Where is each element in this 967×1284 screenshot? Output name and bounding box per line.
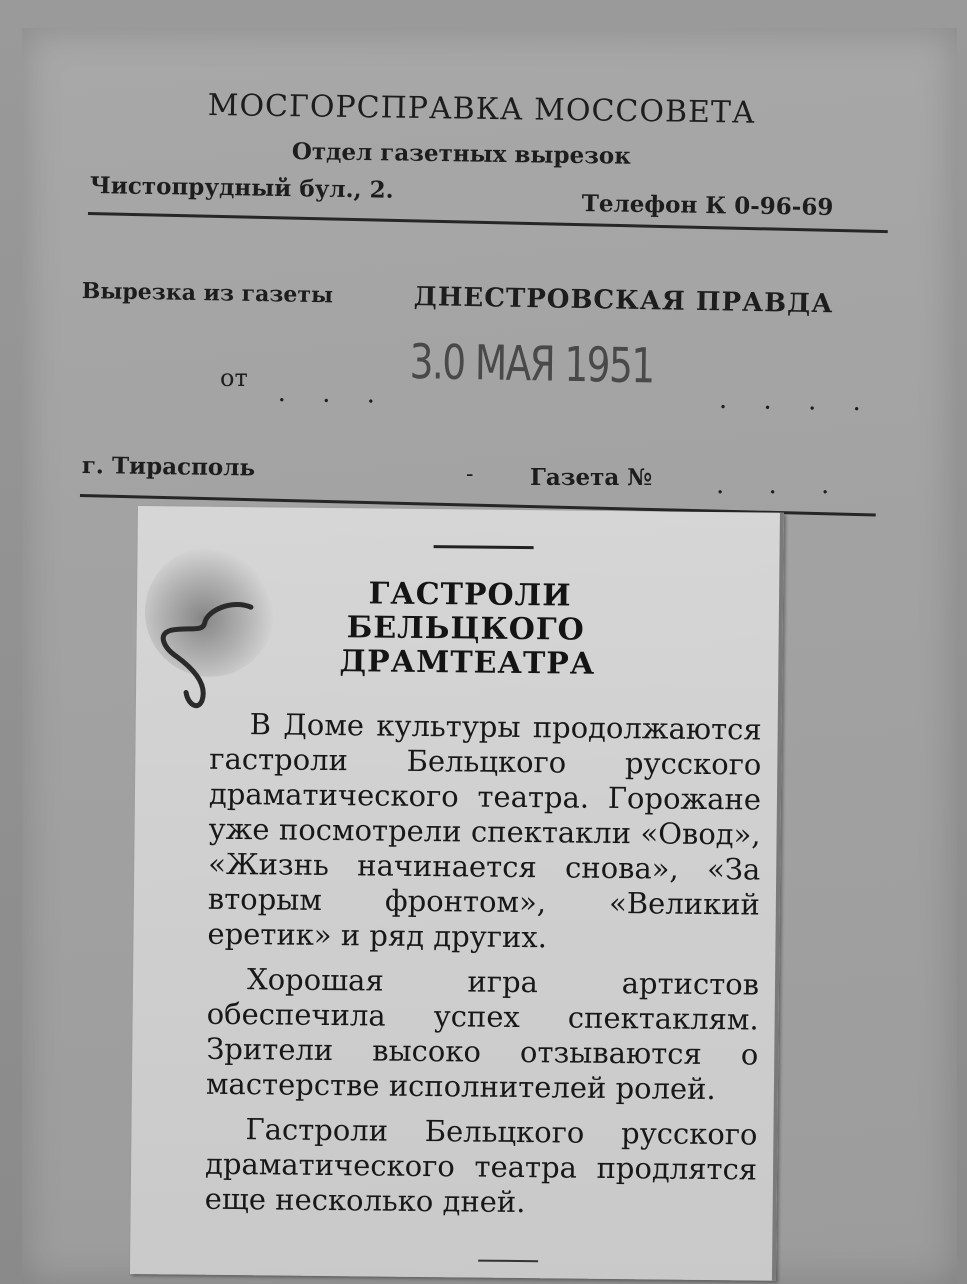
newspaper-clipping bbox=[130, 506, 784, 1281]
date-dots-left: . . . bbox=[277, 378, 390, 410]
paper-number-dots: . . . bbox=[716, 470, 848, 500]
headline-line-1: ГАСТРОЛИ bbox=[368, 576, 572, 614]
date-stamp: 3.0 МАЯ 1951 bbox=[409, 334, 654, 395]
headline-line-2: БЕЛЬЦКОГО bbox=[346, 610, 585, 648]
paper-number-label: Газета № bbox=[530, 464, 653, 491]
article-paragraph-3: Гастроли Бельцкого русского драматического театра продлятся еще несколько дней. bbox=[204, 1112, 758, 1220]
top-rule bbox=[434, 545, 534, 549]
separator-mark: - bbox=[466, 462, 474, 487]
article-paragraph-1: В Доме культуры продолжаются гастроли Бельцкого русского драматического театра. Горожане уже посмотрели спектакли «Овод», «Жизнь начинается снова», «За вторым фронтом», «Великий еретик» и ряд других. bbox=[207, 707, 762, 955]
department-name: Отдел газетных вырезок bbox=[291, 138, 631, 170]
article-paragraph-2: Хорошая игра артистов обеспечила успех спектаклям. Зрители высоко отзываются о мастерстве исполнителей ролей. bbox=[205, 962, 760, 1107]
address: Чистопрудный бул., 2. bbox=[89, 172, 394, 204]
headline-line-3: ДРАМТЕАТРА bbox=[339, 644, 596, 682]
bottom-rule bbox=[478, 1260, 538, 1263]
city-name: г. Тирасполь bbox=[81, 452, 256, 482]
clip-source-label: Вырезка из газеты bbox=[81, 278, 334, 309]
date-from-label: от bbox=[220, 364, 248, 392]
org-name: МОСГОРСПРАВКА МОССОВЕТА bbox=[207, 88, 756, 131]
phone-number: Телефон К 0-96-69 bbox=[581, 190, 834, 221]
newspaper-name: ДНЕСТРОВСКАЯ ПРАВДА bbox=[413, 282, 834, 320]
date-dots-right: . . . . bbox=[718, 384, 876, 418]
article-body bbox=[204, 707, 761, 1233]
